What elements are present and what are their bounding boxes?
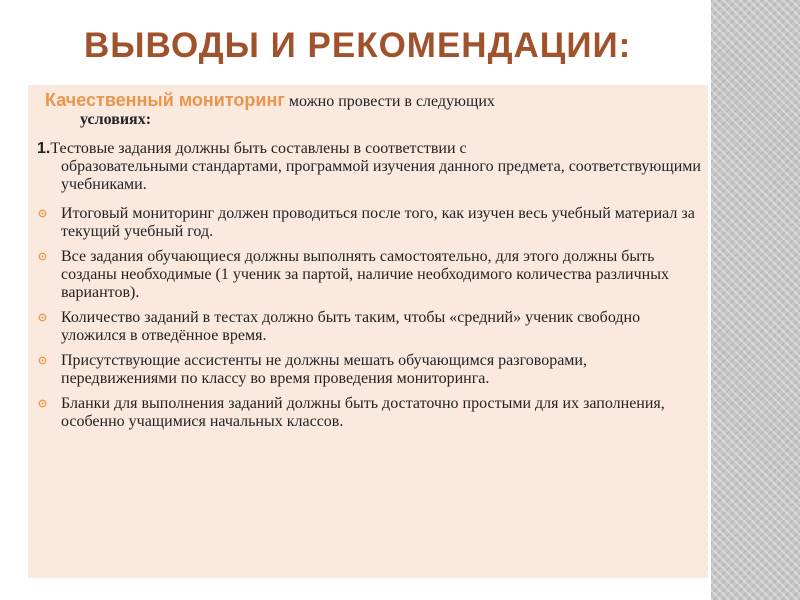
- bullet-item: [37, 205, 702, 241]
- lead-accent-text: Качественный мониторинг: [45, 90, 285, 110]
- slide-title: ВЫВОДЫ И РЕКОМЕНДАЦИИ:: [84, 26, 632, 65]
- circle-bullet-icon: [38, 356, 47, 365]
- bullet-text: Итоговый мониторинг должен проводиться после того, как изучен весь учебный материал за текущий учебный год.: [61, 205, 695, 240]
- numbered-item: [37, 140, 702, 194]
- circle-bullet-icon: [38, 399, 47, 408]
- lead-paragraph: [37, 91, 677, 129]
- circle-bullet-icon: [38, 313, 47, 322]
- decorative-side-stripe: [711, 0, 800, 600]
- bullet-item: [37, 352, 702, 388]
- bullet-text: Присутствующие ассистенты не должны мешать обучающимся разговорами, передвижениями по классу во время проведения мониторинга.: [61, 352, 587, 387]
- lead-conditions-text: условиях:: [80, 111, 152, 128]
- bullet-text: Количество заданий в тестах должно быть таким, чтобы «средний» ученик свободно уложился в отведённое время.: [61, 309, 641, 344]
- bullet-text: Бланки для выполнения заданий должны быть достаточно простыми для их заполнения, особенно учащимися начальных классов.: [61, 395, 665, 430]
- numbered-item-number: 1.: [37, 140, 51, 157]
- numbered-item-continued: образовательными стандартами, программой изучения данного предмета, соответствующими учебниками.: [61, 158, 701, 193]
- circle-bullet-icon: [38, 252, 47, 261]
- bullet-item: [37, 309, 702, 345]
- bullet-list: [37, 205, 702, 438]
- bullet-text: Все задания обучающиеся должны выполнять самостоятельно, для этого должны быть созданы необходимые (1 ученик за партой, наличие необходимого количества различных вариантов).: [61, 248, 669, 301]
- lead-rest-text: можно провести в следующих: [284, 93, 495, 110]
- circle-bullet-icon: [38, 209, 47, 218]
- bullet-item: [37, 395, 702, 431]
- numbered-item-first-line: Тестовые задания должны быть составлены в соответствии с: [50, 140, 467, 157]
- bullet-item: [37, 248, 702, 302]
